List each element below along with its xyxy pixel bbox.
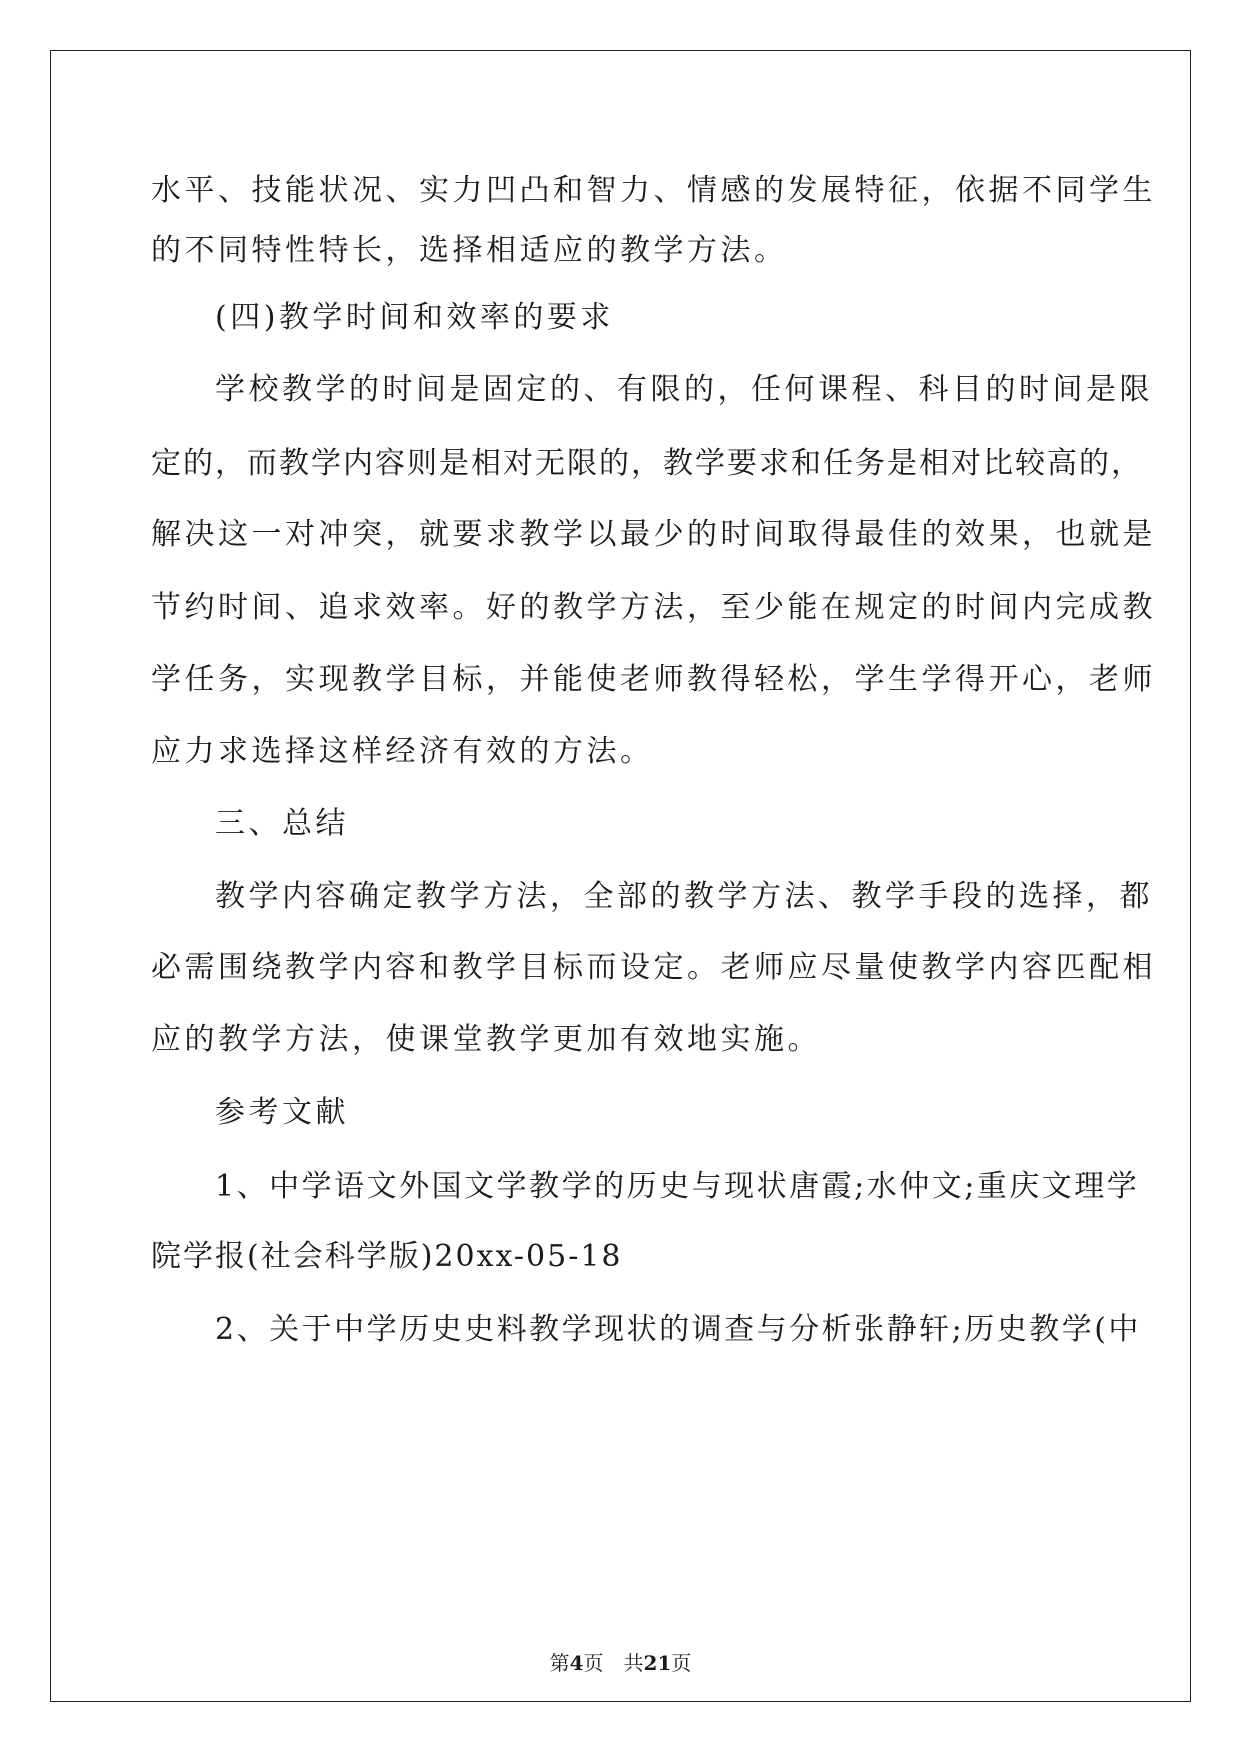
- footer-mid: 页 共: [583, 1651, 644, 1675]
- section-heading: 参考文献: [215, 1095, 349, 1130]
- reference-item: 2、关于中学历史史料教学现状的调查与分析张静轩;历史教学(中: [215, 1312, 1141, 1347]
- total-pages-number: 21: [643, 1651, 672, 1675]
- body-line: 节约时间、追求效率。好的教学方法，至少能在规定的时间内完成教: [151, 590, 1156, 625]
- body-line: 学校教学的时间是固定的、有限的，任何课程、科目的时间是限: [215, 372, 1153, 407]
- current-page-number: 4: [569, 1651, 584, 1675]
- reference-item: 1、中学语文外国文学教学的历史与现状唐霞;水仲文;重庆文理学: [215, 1169, 1140, 1204]
- footer-prefix: 第: [549, 1651, 570, 1675]
- body-line: 定的，而教学内容则是相对无限的，教学要求和任务是相对比较高的，: [151, 446, 1143, 481]
- body-line: 解决这一对冲突，就要求教学以最少的时间取得最佳的效果，也就是: [151, 517, 1156, 552]
- page-footer: [0, 1650, 1241, 1676]
- reference-item: 院学报(社会科学版)20xx-05-18: [151, 1239, 623, 1274]
- body-line: 必需围绕教学内容和教学目标而设定。老师应尽量使教学内容匹配相: [151, 950, 1156, 985]
- body-line: 的不同特性特长，选择相适应的教学方法。: [151, 233, 788, 268]
- body-line: 应的教学方法，使课堂教学更加有效地实施。: [151, 1022, 821, 1057]
- footer-suffix: 页: [671, 1651, 692, 1675]
- section-heading: 三、总结: [215, 806, 349, 841]
- body-line: 应力求选择这样经济有效的方法。: [151, 734, 654, 769]
- section-heading: (四)教学时间和效率的要求: [215, 300, 614, 335]
- body-line: 水平、技能状况、实力凹凸和智力、情感的发展特征，依据不同学生: [151, 173, 1156, 208]
- body-line: 学任务，实现教学目标，并能使老师教得轻松，学生学得开心，老师: [151, 662, 1156, 697]
- body-line: 教学内容确定教学方法，全部的教学方法、教学手段的选择，都: [215, 879, 1153, 914]
